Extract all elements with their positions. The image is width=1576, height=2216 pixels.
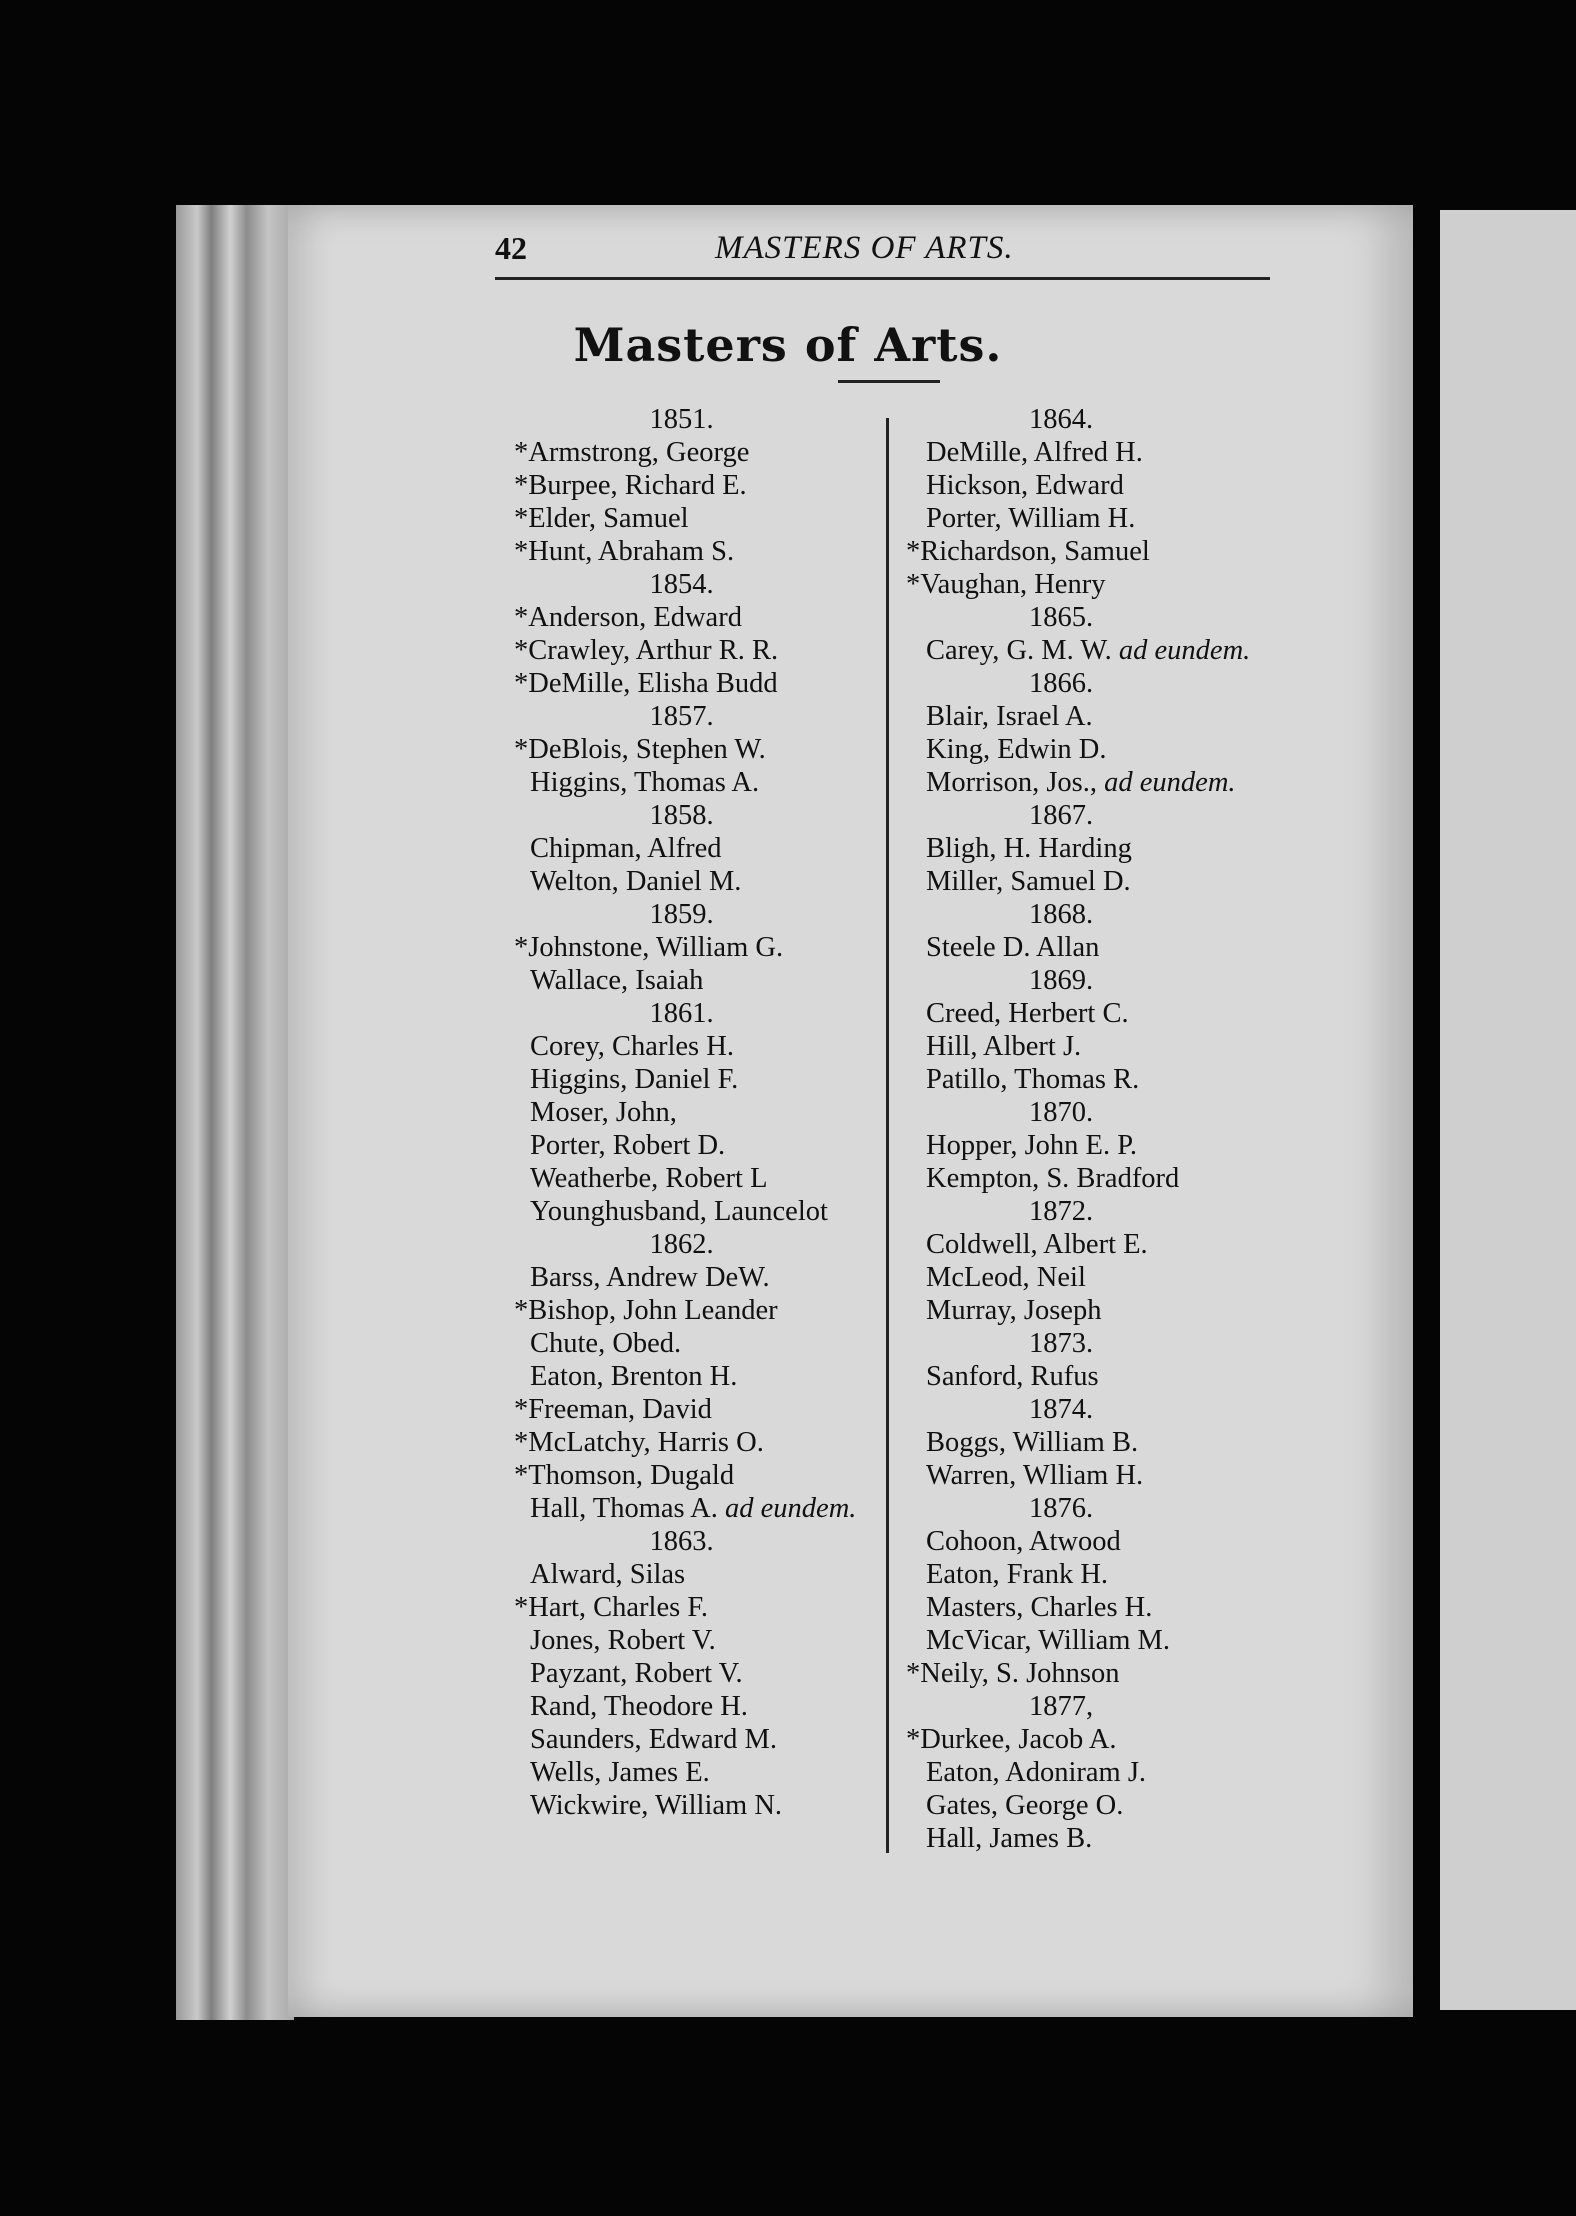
- name-text: Hall, James B.: [926, 1823, 1093, 1854]
- name-entry: [906, 931, 1326, 964]
- name-entry: [514, 1096, 894, 1129]
- name-entry: [906, 832, 1326, 865]
- name-text: *Hunt, Abraham S.: [514, 536, 735, 567]
- running-title: MASTERS OF ARTS.: [715, 230, 1014, 266]
- name-text: Eaton, Frank H.: [926, 1559, 1109, 1590]
- name-entry: [906, 997, 1326, 1030]
- name-entry: [514, 964, 894, 997]
- name-entry: [514, 832, 894, 865]
- name-text: *DeMille, Elisha Budd: [514, 668, 778, 699]
- year-heading: 1863.: [649, 1526, 714, 1557]
- name-text: *Bishop, John Leander: [514, 1295, 778, 1326]
- name-entry: [514, 1459, 894, 1492]
- name-text: Morrison, Jos.,: [926, 767, 1098, 798]
- name-text: King, Edwin D.: [926, 734, 1107, 765]
- title-rule: [838, 380, 940, 383]
- page-header: [495, 225, 1270, 283]
- name-text: *Durkee, Jacob A.: [906, 1724, 1117, 1755]
- name-entry: [906, 1822, 1326, 1855]
- page-title: Masters of Arts.: [573, 318, 1003, 372]
- name-entry: [514, 1030, 894, 1063]
- header-rule: [495, 277, 1270, 280]
- name-entry: [906, 1129, 1326, 1162]
- name-entry: [514, 865, 894, 898]
- name-text: Boggs, William B.: [926, 1427, 1139, 1458]
- year-heading: 1872.: [1028, 1196, 1094, 1227]
- name-text: Corey, Charles H.: [530, 1031, 734, 1062]
- name-entry: [906, 1789, 1326, 1822]
- year-heading: 1857.: [649, 701, 714, 732]
- name-text: Hickson, Edward: [926, 470, 1124, 501]
- name-text: Higgins, Thomas A.: [530, 767, 760, 798]
- year-heading: 1864.: [1028, 404, 1094, 435]
- name-entry: [906, 1294, 1326, 1327]
- year-heading: 1861.: [649, 998, 714, 1029]
- year-heading: 1876.: [1028, 1493, 1094, 1524]
- name-text: Porter, William H.: [926, 503, 1136, 534]
- name-entry: [906, 634, 1326, 667]
- name-entry: [514, 1063, 894, 1096]
- name-text: Masters, Charles H.: [926, 1592, 1153, 1623]
- name-entry: [514, 1327, 894, 1360]
- name-entry: [906, 469, 1326, 502]
- name-entry: [906, 1723, 1326, 1756]
- name-text: Jones, Robert V.: [530, 1625, 716, 1656]
- name-text: Warren, Wlliam H.: [926, 1460, 1144, 1491]
- name-text: DeMille, Alfred H.: [926, 437, 1143, 468]
- name-entry: [906, 1459, 1326, 1492]
- name-text: Wickwire, William N.: [530, 1790, 783, 1821]
- name-entry: [906, 733, 1326, 766]
- name-text: Higgins, Daniel F.: [530, 1064, 739, 1095]
- name-entry: [514, 469, 894, 502]
- book-page-edges: [176, 205, 294, 2020]
- name-entry: [906, 1624, 1326, 1657]
- name-entry: [906, 1360, 1326, 1393]
- name-text: Blair, Israel A.: [926, 701, 1093, 732]
- year-heading: 1877,: [1028, 1691, 1094, 1722]
- name-text: Eaton, Brenton H.: [530, 1361, 738, 1392]
- name-entry: [906, 1558, 1326, 1591]
- year-heading: 1865.: [1028, 602, 1094, 633]
- name-text: Kempton, S. Bradford: [926, 1163, 1180, 1194]
- year-heading: 1862.: [649, 1229, 714, 1260]
- year-heading: 1854.: [649, 569, 714, 600]
- name-text: *Johnstone, William G.: [514, 932, 784, 963]
- name-text: *DeBlois, Stephen W.: [514, 734, 766, 765]
- name-entry: [514, 535, 894, 568]
- name-text: *Freeman, David: [514, 1394, 712, 1425]
- year-heading: 1859.: [649, 899, 714, 930]
- name-text: Murray, Joseph: [926, 1295, 1102, 1326]
- name-entry: [906, 865, 1326, 898]
- name-entry: [514, 502, 894, 535]
- name-text: McLeod, Neil: [926, 1262, 1086, 1293]
- name-text: *Anderson, Edward: [514, 602, 742, 633]
- name-entry: [906, 1228, 1326, 1261]
- name-text: *Neily, S. Johnson: [906, 1658, 1120, 1689]
- name-entry: [514, 1690, 894, 1723]
- name-text: Creed, Herbert C.: [926, 998, 1129, 1029]
- name-entry: [906, 700, 1326, 733]
- year-heading: 1869.: [1028, 965, 1094, 996]
- name-entry: [514, 1294, 894, 1327]
- name-entry: [906, 568, 1326, 601]
- name-text: Alward, Silas: [530, 1559, 686, 1590]
- name-entry: [514, 931, 894, 964]
- name-entry: [514, 1591, 894, 1624]
- name-entry: [514, 1789, 894, 1822]
- name-entry: [514, 436, 894, 469]
- name-entry: [514, 1624, 894, 1657]
- name-text: *Hart, Charles F.: [514, 1592, 709, 1623]
- name-text: *Crawley, Arthur R. R.: [514, 635, 779, 666]
- name-text: Steele D. Allan: [926, 932, 1100, 963]
- name-text: Porter, Robert D.: [530, 1130, 726, 1161]
- name-entry: [906, 1756, 1326, 1789]
- left-column: [514, 403, 894, 1822]
- name-entry: [906, 502, 1326, 535]
- name-entry: [906, 1426, 1326, 1459]
- name-entry: [514, 1756, 894, 1789]
- name-entry: [906, 1525, 1326, 1558]
- name-entry: [514, 667, 894, 700]
- name-text: Bligh, H. Harding: [926, 833, 1132, 864]
- ad-eundem-note: ad eundem.: [1111, 635, 1251, 666]
- name-text: Chute, Obed.: [530, 1328, 682, 1359]
- name-entry: [906, 766, 1326, 799]
- name-entry: [514, 1657, 894, 1690]
- year-heading: 1874.: [1028, 1394, 1094, 1425]
- name-entry: [906, 1030, 1326, 1063]
- name-entry: [514, 1162, 894, 1195]
- facing-page-edge: [1440, 210, 1576, 2010]
- year-heading: 1858.: [649, 800, 714, 831]
- name-text: Wells, James E.: [530, 1757, 710, 1788]
- name-text: Wallace, Isaiah: [530, 965, 704, 996]
- name-entry: [514, 1393, 894, 1426]
- name-entry: [514, 634, 894, 667]
- name-text: Sanford, Rufus: [926, 1361, 1099, 1392]
- name-entry: [906, 436, 1326, 469]
- name-text: *Thomson, Dugald: [514, 1460, 735, 1491]
- name-entry: [514, 601, 894, 634]
- year-heading: 1867.: [1028, 800, 1094, 831]
- name-text: Carey, G. M. W.: [926, 635, 1112, 666]
- year-heading: 1866.: [1028, 668, 1094, 699]
- name-entry: [906, 1591, 1326, 1624]
- name-entry: [514, 1723, 894, 1756]
- name-text: Chipman, Alfred: [530, 833, 722, 864]
- year-heading: 1870.: [1028, 1097, 1094, 1128]
- name-text: *McLatchy, Harris O.: [514, 1427, 764, 1458]
- name-entry: [906, 1063, 1326, 1096]
- name-text: *Elder, Samuel: [514, 503, 689, 534]
- name-text: *Armstrong, George: [514, 437, 750, 468]
- name-text: Rand, Theodore H.: [530, 1691, 748, 1722]
- name-text: Hall, Thomas A.: [530, 1493, 718, 1524]
- name-entry: [514, 1558, 894, 1591]
- year-heading: 1868.: [1028, 899, 1094, 930]
- name-text: Saunders, Edward M.: [530, 1724, 777, 1755]
- year-heading: 1851.: [649, 404, 714, 435]
- name-text: Gates, George O.: [926, 1790, 1124, 1821]
- name-entry: [514, 1195, 894, 1228]
- name-text: Hopper, John E. P.: [926, 1130, 1138, 1161]
- name-entry: [514, 733, 894, 766]
- name-entry: [906, 535, 1326, 568]
- name-text: *Richardson, Samuel: [906, 536, 1150, 567]
- name-text: Younghusband, Launcelot: [530, 1196, 828, 1227]
- name-text: *Burpee, Richard E.: [514, 470, 747, 501]
- name-entry: [906, 1657, 1326, 1690]
- ad-eundem-note: ad eundem.: [717, 1493, 857, 1524]
- name-entry: [514, 1261, 894, 1294]
- name-text: Welton, Daniel M.: [530, 866, 742, 897]
- name-text: Payzant, Robert V.: [530, 1658, 743, 1689]
- name-text: *Vaughan, Henry: [906, 569, 1106, 600]
- year-heading: 1873.: [1028, 1328, 1094, 1359]
- name-text: McVicar, William M.: [926, 1625, 1171, 1656]
- name-entry: [906, 1162, 1326, 1195]
- right-column: [906, 403, 1326, 1855]
- name-text: Eaton, Adoniram J.: [926, 1757, 1147, 1788]
- name-entry: [514, 766, 894, 799]
- name-text: Cohoon, Atwood: [926, 1526, 1121, 1557]
- name-entry: [906, 1261, 1326, 1294]
- name-entry: [514, 1360, 894, 1393]
- name-text: Hill, Albert J.: [926, 1031, 1082, 1062]
- name-entry: [514, 1426, 894, 1459]
- name-text: Moser, John,: [530, 1097, 677, 1128]
- name-entry: [514, 1129, 894, 1162]
- ad-eundem-note: ad eundem.: [1097, 767, 1236, 798]
- name-text: Coldwell, Albert E.: [926, 1229, 1148, 1260]
- name-text: Weatherbe, Robert L: [530, 1163, 768, 1194]
- name-text: Miller, Samuel D.: [926, 866, 1131, 897]
- name-text: Patillo, Thomas R.: [926, 1064, 1140, 1095]
- name-entry: [514, 1492, 894, 1525]
- name-text: Barss, Andrew DeW.: [530, 1262, 770, 1293]
- page-number: 42: [495, 230, 527, 266]
